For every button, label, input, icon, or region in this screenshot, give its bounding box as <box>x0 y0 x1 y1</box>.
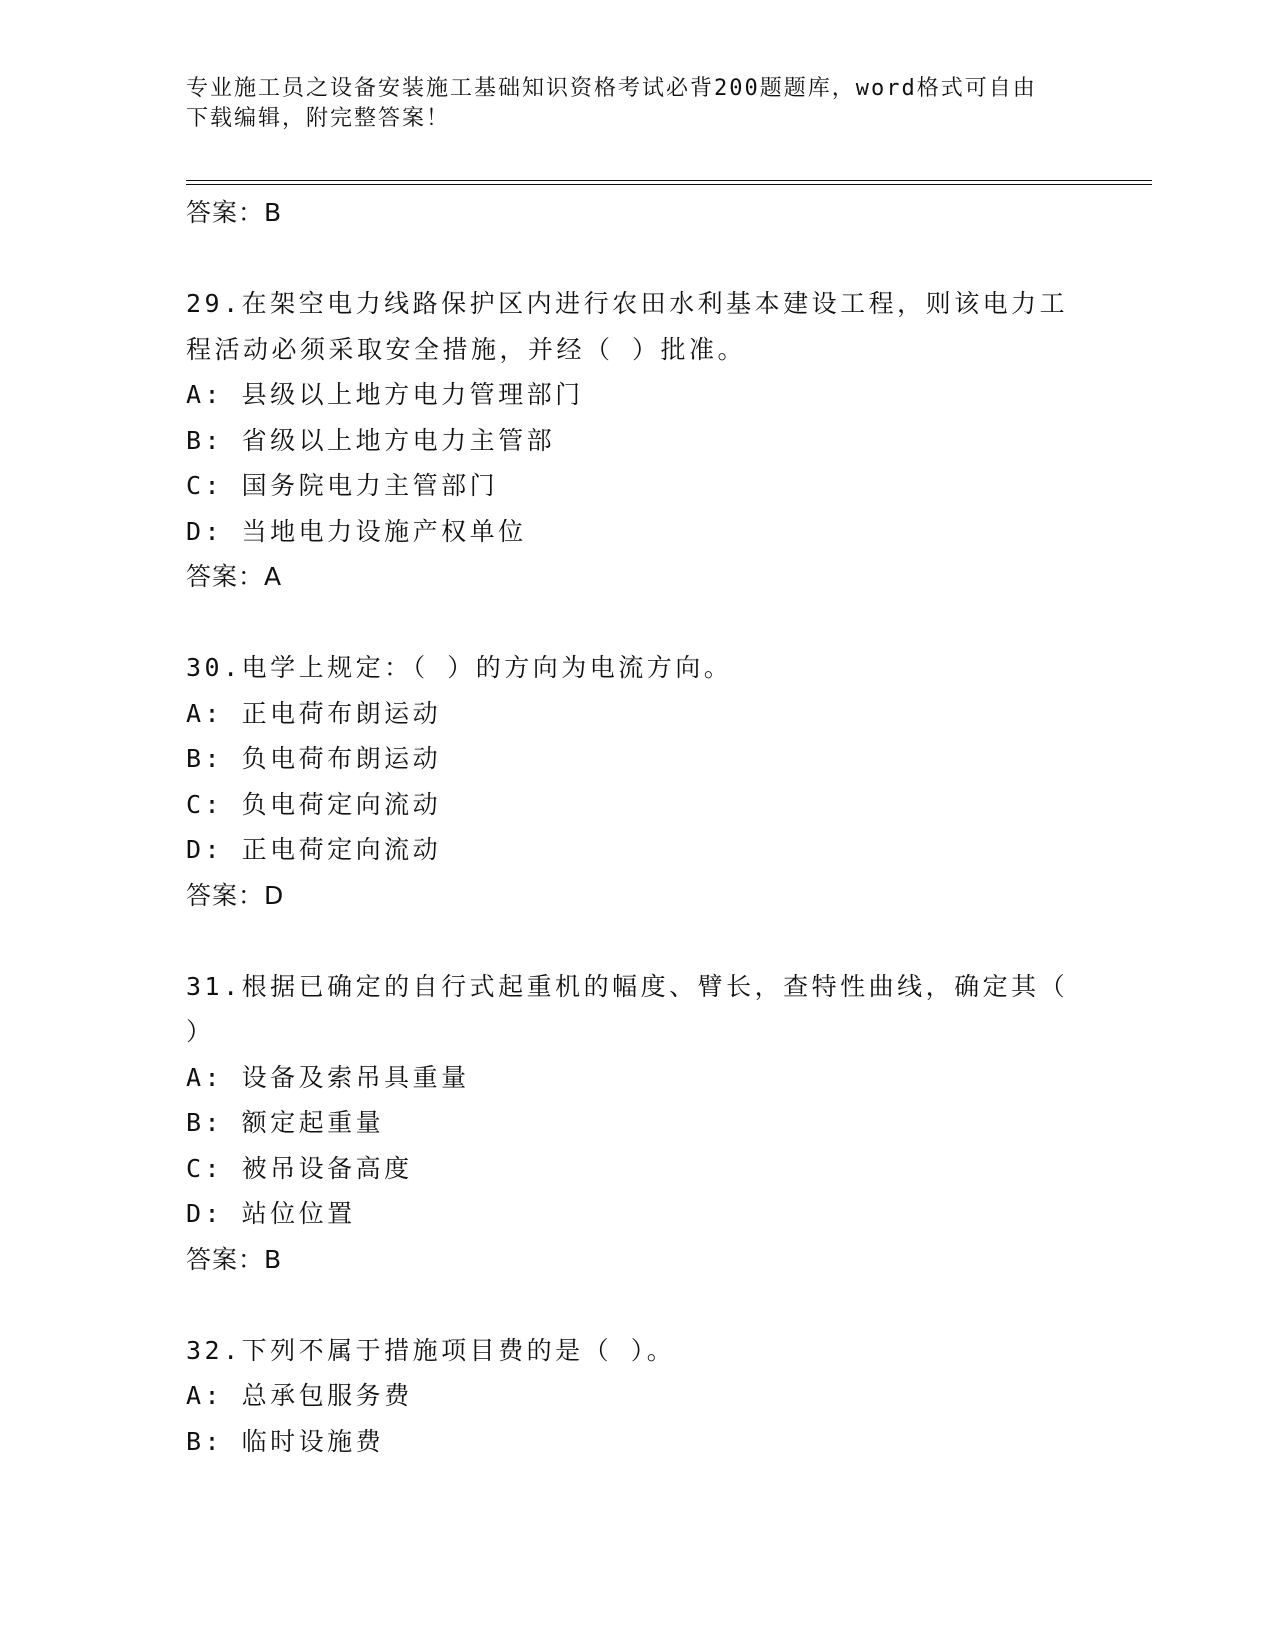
question-29-stem-line-2: 程活动必须采取安全措施，并经（ ）批准。 <box>186 334 747 364</box>
question-29-option-b: B: 省级以上地方电力主管部 <box>186 425 556 455</box>
header-line-2: 下载编辑，附完整答案！ <box>186 106 451 131</box>
question-32-stem-line-1: 32.下列不属于措施项目费的是（ ）。 <box>186 1335 676 1365</box>
spacer <box>186 918 1086 964</box>
question-30-option-b: B: 负电荷布朗运动 <box>186 744 442 773</box>
question-31-option-b: B: 额定起重量 <box>186 1108 385 1137</box>
question-31-option-a: A: 设备及索吊具重量 <box>186 1062 470 1092</box>
question-31-answer: 答案：B <box>186 1244 283 1274</box>
spacer <box>186 1282 1086 1328</box>
question-list <box>186 190 1086 1464</box>
question-32-option-a: A: 总承包服务费 <box>186 1381 413 1410</box>
header-divider-top <box>186 180 1152 181</box>
question-29-option-d: D: 当地电力设施产权单位 <box>186 516 527 546</box>
question-32-option-b: B: 临时设施费 <box>186 1426 385 1456</box>
spacer <box>186 236 1086 282</box>
header-line-1: 专业施工员之设备安装施工基础知识资格考试必背200题题库，word格式可自由 <box>186 76 1037 101</box>
document-header <box>186 74 1066 134</box>
question-31-stem-line-1: 31.根据已确定的自行式起重机的幅度、臂长，查特性曲线，确定其（ <box>186 971 1069 1001</box>
question-29-answer: 答案：A <box>186 562 283 591</box>
question-31-option-c: C: 被吊设备高度 <box>186 1153 413 1183</box>
question-30-stem-line-1: 30.电学上规定：（ ）的方向为电流方向。 <box>186 653 733 682</box>
question-30-option-d: D: 正电荷定向流动 <box>186 835 442 864</box>
question-31-option-d: D: 站位位置 <box>186 1199 356 1228</box>
question-29-stem-line-1: 29.在架空电力线路保护区内进行农田水利基本建设工程，则该电力工 <box>186 289 1069 318</box>
question-31-stem-line-2: ） <box>186 1017 215 1046</box>
question-30-option-a: A: 正电荷布朗运动 <box>186 698 442 728</box>
question-29-option-a: A: 县级以上地方电力管理部门 <box>186 380 584 409</box>
question-30-answer: 答案：D <box>186 880 285 910</box>
spacer <box>186 600 1086 646</box>
question-29-option-c: C: 国务院电力主管部门 <box>186 471 499 500</box>
question-32 <box>186 1328 1086 1465</box>
previous-answer: 答案：B <box>186 198 283 227</box>
question-29 <box>186 281 1086 600</box>
header-divider-bottom <box>186 184 1152 185</box>
question-30-option-c: C: 负电荷定向流动 <box>186 789 442 819</box>
question-30 <box>186 645 1086 918</box>
question-31 <box>186 964 1086 1283</box>
